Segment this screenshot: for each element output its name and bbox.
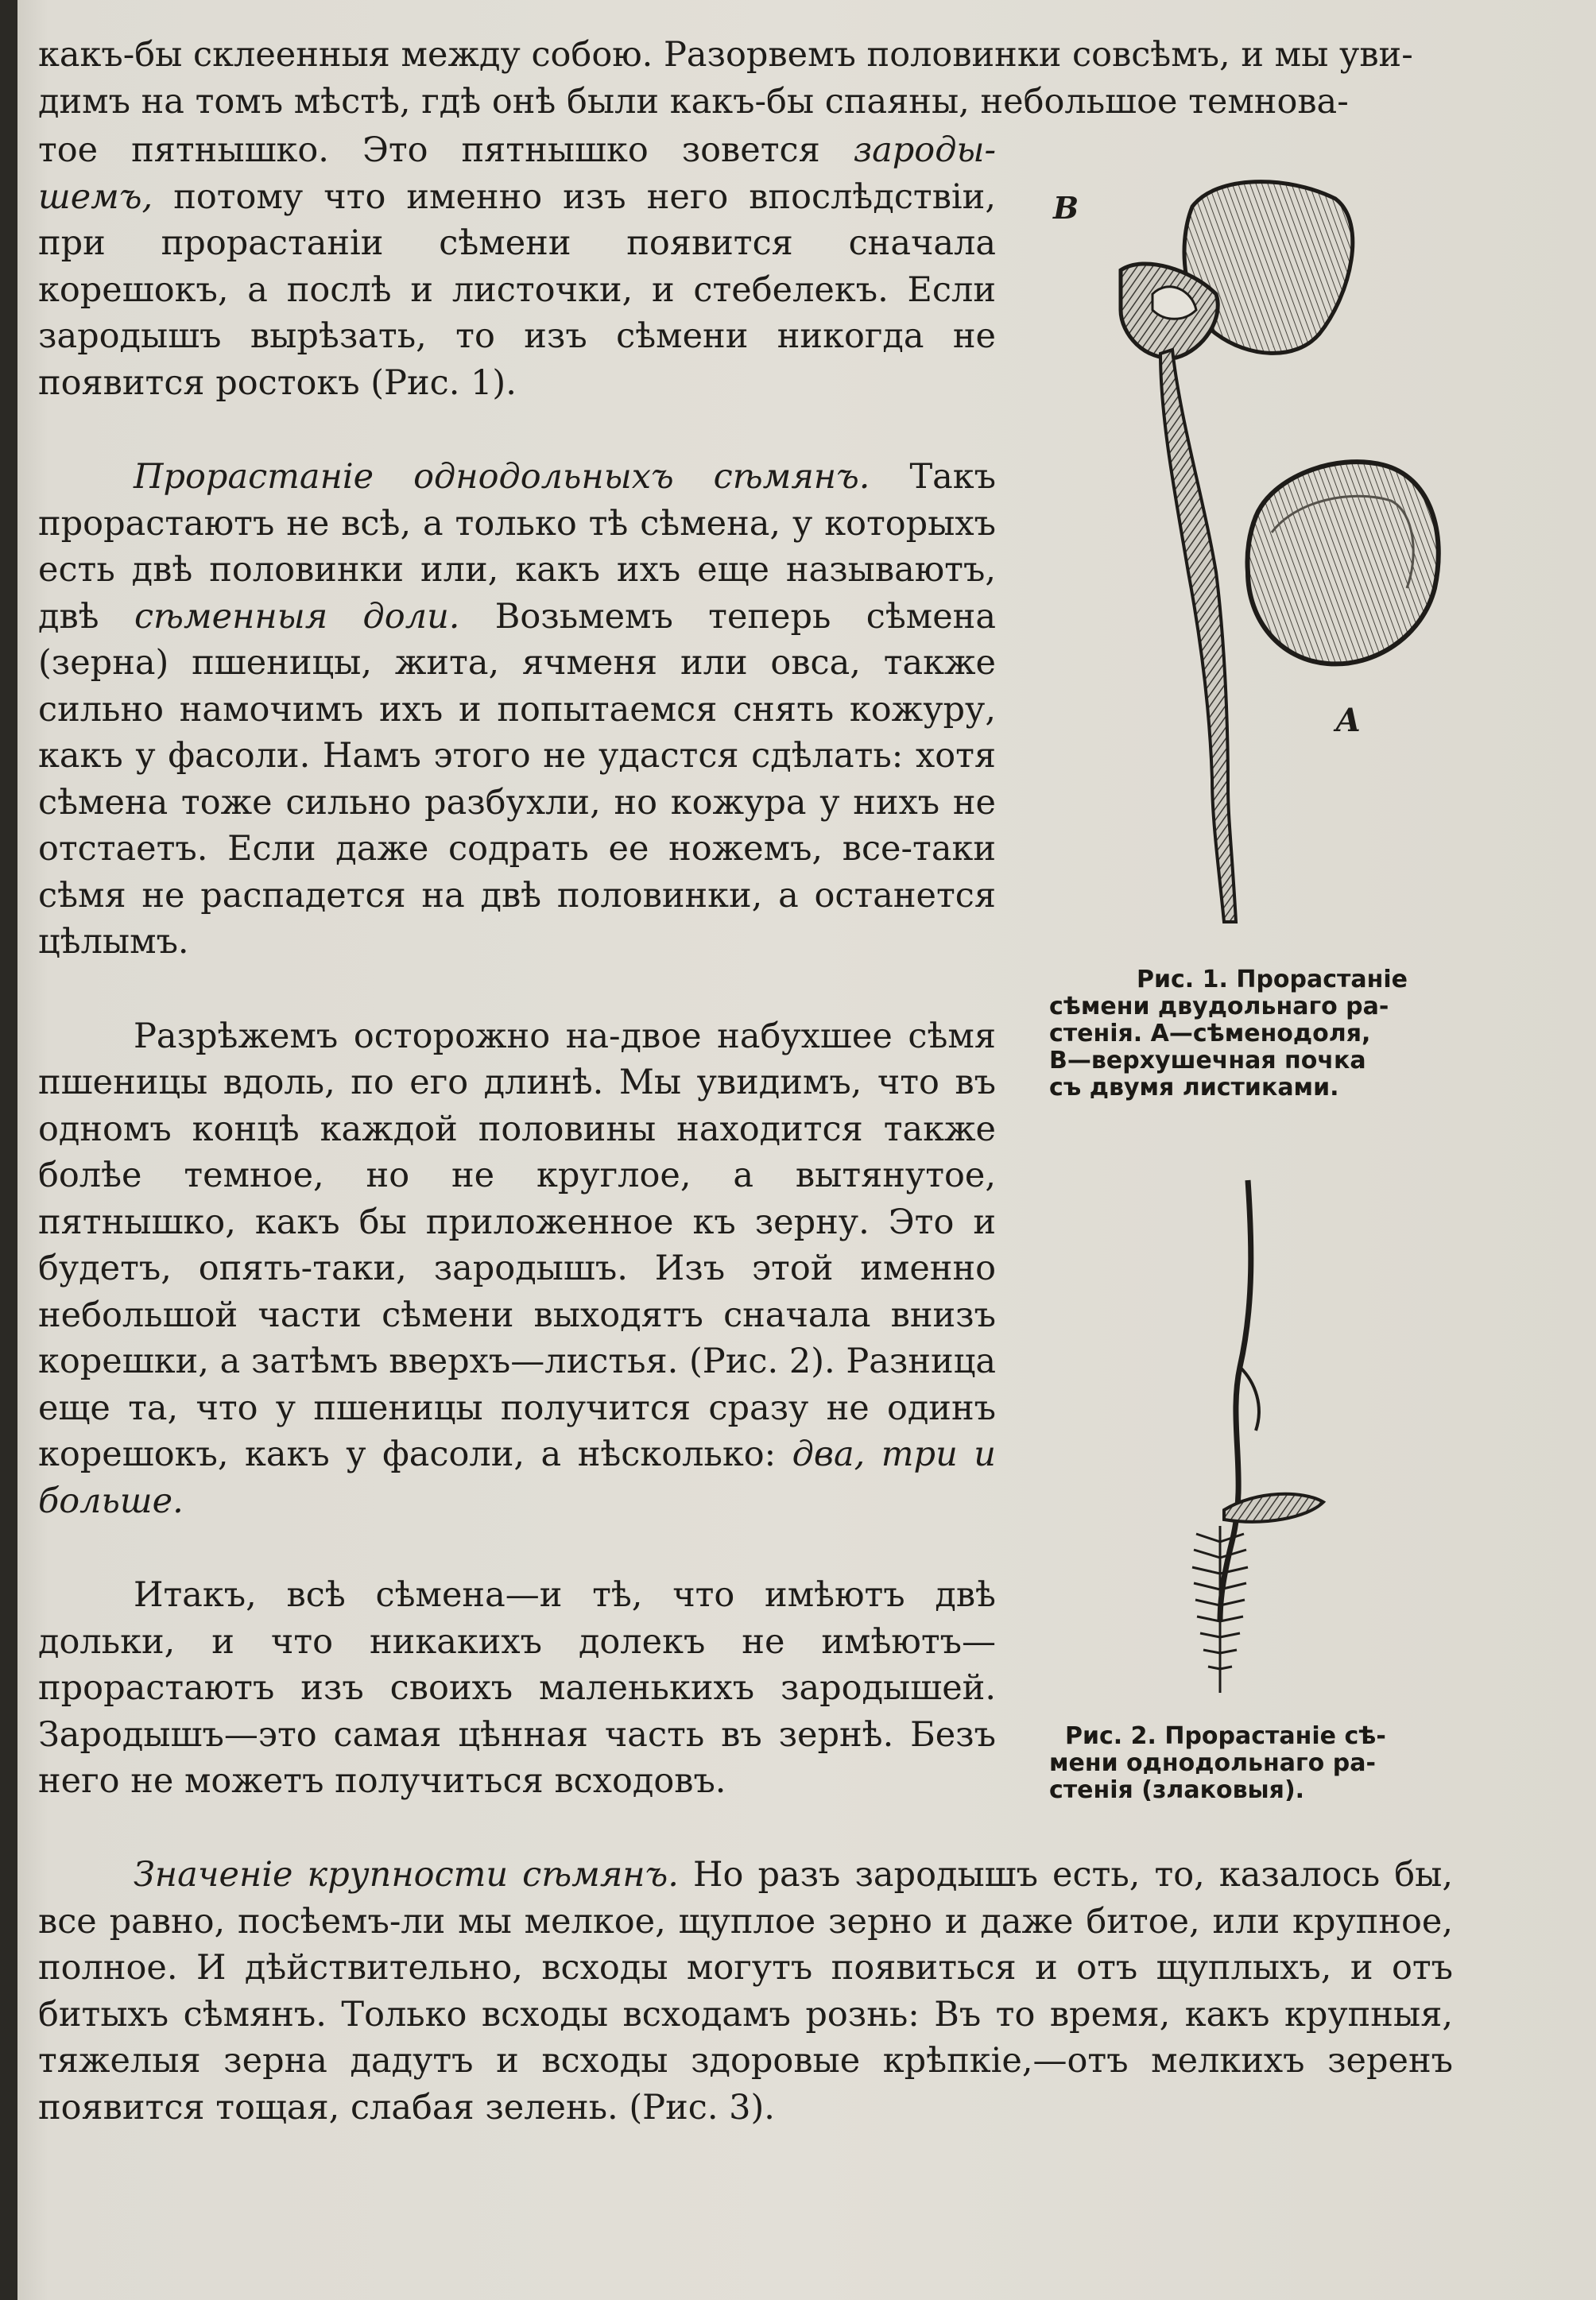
- paragraph-seed-size: [38, 1852, 1453, 2131]
- paragraph-summary: Итакъ, всѣ сѣмена—и тѣ, что имѣютъ двѣ дольки, и что никакихъ долекъ не имѣютъ—прорастаютъ изъ своихъ маленькихъ зародышей. Зародышъ—это самая цѣнная часть въ зернѣ. Безъ него не можетъ получиться всходовъ.: [38, 1575, 996, 1801]
- figure-1-caption-line-3: стенія. А—сѣменодоля,: [1049, 1020, 1371, 1047]
- label-a: А: [1335, 702, 1362, 739]
- left-column: [38, 127, 996, 1805]
- paragraph-embryo-rest: потому что именно изъ него впослѣдствіи, при прорастаніи сѣмени появится сначала корешокъ, а послѣ и листочки, и стебелекъ. Если зародышъ вырѣзать, то изъ сѣмени никогда не появится ростокъ (Рис. 1).: [38, 176, 996, 403]
- wheat-roots: [1192, 1526, 1248, 1693]
- figure-1-caption-line-2: сѣмени двудольнаго ра-: [1049, 993, 1389, 1020]
- text-line-2: димъ на томъ мѣстѣ, гдѣ онѣ были какъ-бы спаяны, небольшое темнова-: [38, 81, 1349, 122]
- figure-1-illustration: [1033, 159, 1478, 946]
- term-two-three: два, три и больше.: [38, 1435, 996, 1521]
- book-spine: [0, 0, 17, 2300]
- paragraph-embryo: [38, 127, 996, 406]
- figure-2-caption-line-1: Рис. 2. Прорастаніе сѣ-: [1065, 1722, 1386, 1750]
- figure-2-illustration: [1145, 1176, 1335, 1717]
- term-seed-lobes: сѣменныя доли.: [134, 596, 460, 637]
- figure-1-caption-line-4: В—верхушечная почка: [1049, 1047, 1366, 1074]
- opening-lines: [38, 32, 1453, 125]
- paragraph-wheat: [38, 1013, 996, 1525]
- label-b: В: [1053, 190, 1079, 226]
- text-line-1: какъ-бы склеенныя между собою. Разорвемъ половинки совсѣмъ, и мы уви-: [38, 35, 1413, 75]
- heading-monocot: Прорастаніе однодольныхъ сѣмянъ.: [134, 457, 870, 497]
- figure-1-caption-line-5: съ двумя листиками.: [1049, 1074, 1339, 1102]
- paragraph-embryo-lead: тое пятнышко. Это пятнышко зовется: [38, 130, 854, 170]
- term-embryo: зароды-шемъ,: [38, 130, 996, 217]
- seedling-root: [1160, 350, 1236, 922]
- figure-2-caption-line-3: стенія (злаковыя).: [1049, 1776, 1305, 1804]
- paragraph-monocot-text-b: Возьмемъ теперь сѣмена (зерна) пшеницы, жита, ячменя или овса, также сильно намочимъ ихъ и попытаемся снять кожуру, какъ у фасоли. Намъ этого не удастся сдѣлать: хотя сѣмена тоже сильно разбухли, но кожура у нихъ не отстаетъ. Если даже содрать ее ножемъ, все-таки сѣмя не распадется на двѣ половинки, а останется цѣлымъ.: [38, 596, 996, 962]
- paragraph-seed-size-text: Но разъ зародышъ есть, то, казалось бы, все равно, посѣемъ-ли мы мелкое, щуплое зерно и даже битое, или крупное, полное. И дѣйствительно, всходы могутъ появиться и отъ щуплыхъ, и отъ битыхъ сѣмянъ. Только всходы всходамъ рознь: Въ то время, какъ крупныя, тяжелыя зерна дадутъ и всходы здоровые крѣпкіе,—отъ мелкихъ зеренъ появится тощая, слабая зелень. (Рис. 3).: [38, 1855, 1453, 2128]
- cotyledon-a: [1247, 462, 1438, 664]
- figure-1-caption-line-1: Рис. 1. Прорастаніе: [1137, 966, 1408, 993]
- paragraph-monocot: [38, 454, 996, 966]
- figure-2-caption: [1049, 1723, 1455, 1804]
- figure-1-caption: [1049, 966, 1455, 1102]
- paragraph-wheat-text: Разрѣжемъ осторожно на-двое набухшее сѣмя пшеницы вдоль, по его длинѣ. Мы увидимъ, что въ одномъ концѣ каждой половины находится также болѣе темное, но не круглое, а вытянутое, пятнышко, какъ бы приложенное къ зерну. Это и будетъ, опять-таки, зародышъ. Изъ этой именно небольшой части сѣмени выходятъ сначала внизъ корешки, а затѣмъ вверхъ—листья. (Рис. 2). Разница еще та, что у пшеницы получится сразу не одинъ корешокъ, какъ у фасоли, а нѣсколько:: [38, 1016, 996, 1474]
- figure-2-caption-line-2: мени однодольнаго ра-: [1049, 1749, 1376, 1777]
- bottom-block: [38, 1852, 1453, 2131]
- paragraph-monocot-text-a: Такъ прорастаютъ не всѣ, а только тѣ сѣмена, у которыхъ есть двѣ половинки или, какъ ихъ еще называютъ, двѣ: [38, 457, 997, 637]
- heading-seed-size: Значеніе крупности сѣмянъ.: [134, 1855, 679, 1895]
